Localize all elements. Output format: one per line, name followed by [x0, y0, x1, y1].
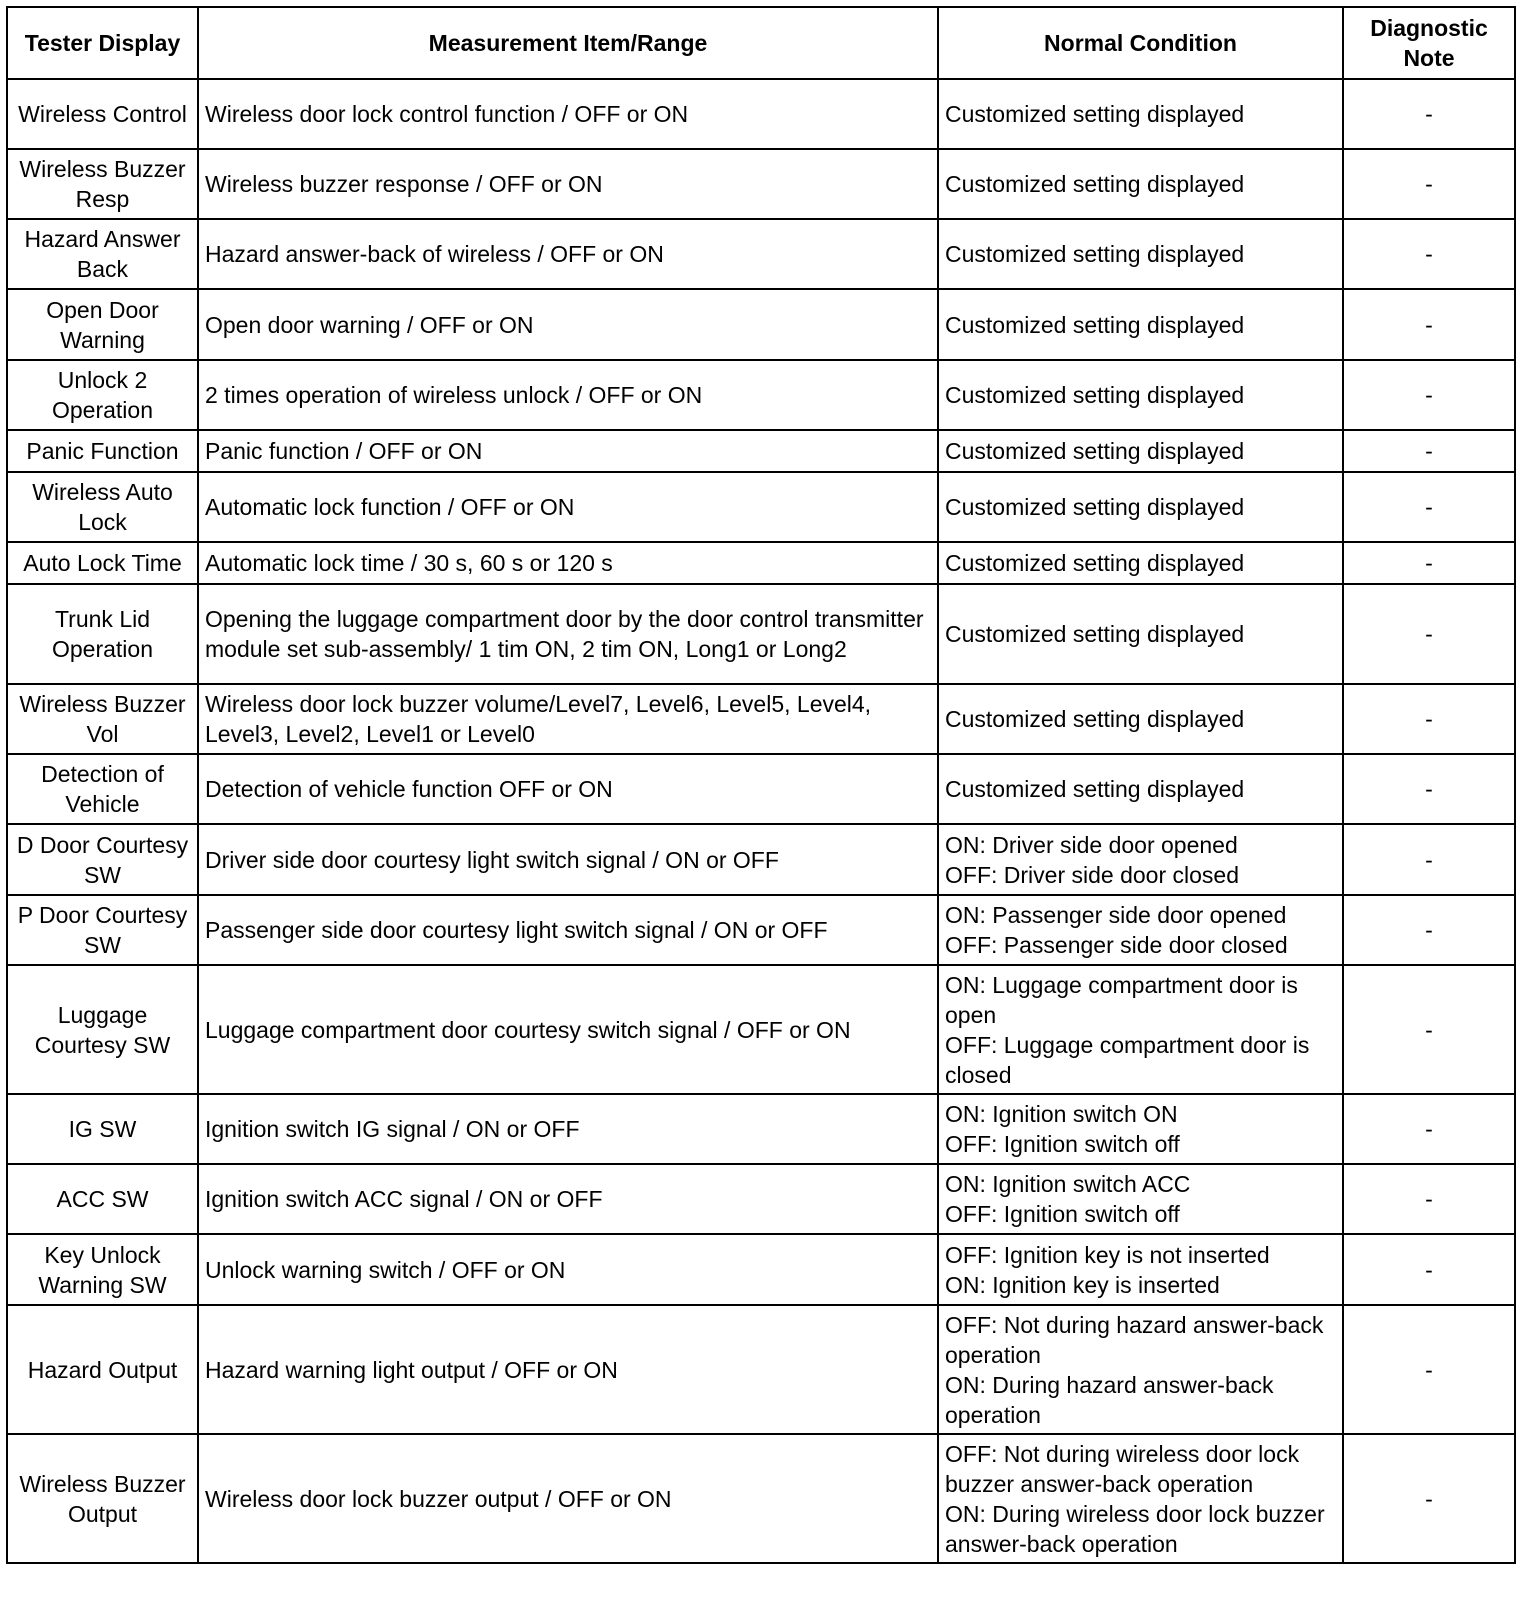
- table-row: [7, 472, 1515, 542]
- data-list-table: [6, 6, 1516, 1564]
- cell-normal-condition: Customized setting displayed: [938, 360, 1343, 430]
- cell-measurement-item: Wireless buzzer response / OFF or ON: [198, 149, 938, 219]
- cell-diagnostic-note: -: [1343, 1164, 1515, 1234]
- cell-diagnostic-note: -: [1343, 1094, 1515, 1164]
- cell-diagnostic-note: -: [1343, 684, 1515, 754]
- header-diagnostic-note: Diagnostic Note: [1343, 7, 1515, 79]
- cell-measurement-item: Ignition switch IG signal / ON or OFF: [198, 1094, 938, 1164]
- table-row: [7, 1434, 1515, 1563]
- table-row: [7, 1094, 1515, 1164]
- cell-measurement-item: Wireless door lock control function / OFF or ON: [198, 79, 938, 149]
- cell-tester-display: Wireless Control: [7, 79, 198, 149]
- cell-measurement-item: Luggage compartment door courtesy switch signal / OFF or ON: [198, 965, 938, 1094]
- cell-tester-display: Auto Lock Time: [7, 542, 198, 584]
- cell-measurement-item: Driver side door courtesy light switch signal / ON or OFF: [198, 824, 938, 895]
- cell-tester-display: IG SW: [7, 1094, 198, 1164]
- cell-tester-display: Hazard Answer Back: [7, 219, 198, 289]
- cell-tester-display: Panic Function: [7, 430, 198, 472]
- cell-normal-condition: Customized setting displayed: [938, 219, 1343, 289]
- table-row: [7, 79, 1515, 149]
- cell-diagnostic-note: -: [1343, 1234, 1515, 1305]
- cell-tester-display: Wireless Buzzer Vol: [7, 684, 198, 754]
- cell-measurement-item: Hazard answer-back of wireless / OFF or ON: [198, 219, 938, 289]
- cell-measurement-item: Ignition switch ACC signal / ON or OFF: [198, 1164, 938, 1234]
- table-row: [7, 542, 1515, 584]
- table-row: [7, 1164, 1515, 1234]
- header-normal-condition: Normal Condition: [938, 7, 1343, 79]
- cell-normal-condition: OFF: Not during hazard answer-back operation ON: During hazard answer-back operation: [938, 1305, 1343, 1434]
- cell-normal-condition: OFF: Not during wireless door lock buzzer answer-back operation ON: During wireless door lock buzzer answer-back operation: [938, 1434, 1343, 1563]
- cell-measurement-item: Passenger side door courtesy light switch signal / ON or OFF: [198, 895, 938, 965]
- cell-tester-display: Detection of Vehicle: [7, 754, 198, 824]
- cell-tester-display: Unlock 2 Operation: [7, 360, 198, 430]
- cell-normal-condition: ON: Ignition switch ON OFF: Ignition switch off: [938, 1094, 1343, 1164]
- cell-measurement-item: Wireless door lock buzzer volume/Level7, Level6, Level5, Level4, Level3, Level2, Level1 or Level0: [198, 684, 938, 754]
- cell-diagnostic-note: -: [1343, 79, 1515, 149]
- table-row: [7, 219, 1515, 289]
- cell-tester-display: Open Door Warning: [7, 289, 198, 360]
- cell-measurement-item: 2 times operation of wireless unlock / OFF or ON: [198, 360, 938, 430]
- cell-diagnostic-note: -: [1343, 965, 1515, 1094]
- cell-diagnostic-note: -: [1343, 584, 1515, 684]
- cell-normal-condition: OFF: Ignition key is not inserted ON: Ignition key is inserted: [938, 1234, 1343, 1305]
- table-body: [7, 79, 1515, 1563]
- cell-tester-display: D Door Courtesy SW: [7, 824, 198, 895]
- header-measurement-item: Measurement Item/Range: [198, 7, 938, 79]
- table-row: [7, 754, 1515, 824]
- cell-measurement-item: Detection of vehicle function OFF or ON: [198, 754, 938, 824]
- cell-normal-condition: Customized setting displayed: [938, 149, 1343, 219]
- cell-diagnostic-note: -: [1343, 219, 1515, 289]
- cell-normal-condition: ON: Driver side door opened OFF: Driver side door closed: [938, 824, 1343, 895]
- cell-diagnostic-note: -: [1343, 472, 1515, 542]
- table-row: [7, 824, 1515, 895]
- cell-diagnostic-note: -: [1343, 824, 1515, 895]
- cell-tester-display: Wireless Buzzer Resp: [7, 149, 198, 219]
- cell-tester-display: Hazard Output: [7, 1305, 198, 1434]
- cell-normal-condition: Customized setting displayed: [938, 79, 1343, 149]
- cell-normal-condition: Customized setting displayed: [938, 684, 1343, 754]
- table-row: [7, 584, 1515, 684]
- table-row: [7, 1305, 1515, 1434]
- table-row: [7, 289, 1515, 360]
- cell-normal-condition: Customized setting displayed: [938, 542, 1343, 584]
- cell-tester-display: Luggage Courtesy SW: [7, 965, 198, 1094]
- table-row: [7, 965, 1515, 1094]
- table-row: [7, 1234, 1515, 1305]
- cell-diagnostic-note: -: [1343, 149, 1515, 219]
- cell-measurement-item: Unlock warning switch / OFF or ON: [198, 1234, 938, 1305]
- cell-normal-condition: Customized setting displayed: [938, 754, 1343, 824]
- cell-normal-condition: Customized setting displayed: [938, 584, 1343, 684]
- cell-normal-condition: Customized setting displayed: [938, 472, 1343, 542]
- header-tester-display: Tester Display: [7, 7, 198, 79]
- cell-normal-condition: ON: Luggage compartment door is open OFF: Luggage compartment door is closed: [938, 965, 1343, 1094]
- table-row: [7, 895, 1515, 965]
- cell-normal-condition: ON: Ignition switch ACC OFF: Ignition switch off: [938, 1164, 1343, 1234]
- cell-diagnostic-note: -: [1343, 542, 1515, 584]
- cell-tester-display: Wireless Buzzer Output: [7, 1434, 198, 1563]
- cell-measurement-item: Wireless door lock buzzer output / OFF or ON: [198, 1434, 938, 1563]
- cell-normal-condition: ON: Passenger side door opened OFF: Passenger side door closed: [938, 895, 1343, 965]
- table-row: [7, 684, 1515, 754]
- cell-diagnostic-note: -: [1343, 895, 1515, 965]
- cell-tester-display: Wireless Auto Lock: [7, 472, 198, 542]
- cell-tester-display: Key Unlock Warning SW: [7, 1234, 198, 1305]
- cell-diagnostic-note: -: [1343, 360, 1515, 430]
- cell-diagnostic-note: -: [1343, 430, 1515, 472]
- cell-measurement-item: Hazard warning light output / OFF or ON: [198, 1305, 938, 1434]
- cell-tester-display: Trunk Lid Operation: [7, 584, 198, 684]
- table-row: [7, 149, 1515, 219]
- cell-measurement-item: Opening the luggage compartment door by the door control transmitter module set sub-assembly/ 1 tim ON, 2 tim ON, Long1 or Long2: [198, 584, 938, 684]
- cell-measurement-item: Automatic lock time / 30 s, 60 s or 120 s: [198, 542, 938, 584]
- cell-tester-display: P Door Courtesy SW: [7, 895, 198, 965]
- cell-diagnostic-note: -: [1343, 289, 1515, 360]
- cell-normal-condition: Customized setting displayed: [938, 430, 1343, 472]
- cell-measurement-item: Open door warning / OFF or ON: [198, 289, 938, 360]
- header-row: [7, 7, 1515, 79]
- cell-diagnostic-note: -: [1343, 1434, 1515, 1563]
- table-row: [7, 360, 1515, 430]
- cell-diagnostic-note: -: [1343, 1305, 1515, 1434]
- cell-measurement-item: Panic function / OFF or ON: [198, 430, 938, 472]
- cell-normal-condition: Customized setting displayed: [938, 289, 1343, 360]
- cell-diagnostic-note: -: [1343, 754, 1515, 824]
- table-row: [7, 430, 1515, 472]
- cell-measurement-item: Automatic lock function / OFF or ON: [198, 472, 938, 542]
- cell-tester-display: ACC SW: [7, 1164, 198, 1234]
